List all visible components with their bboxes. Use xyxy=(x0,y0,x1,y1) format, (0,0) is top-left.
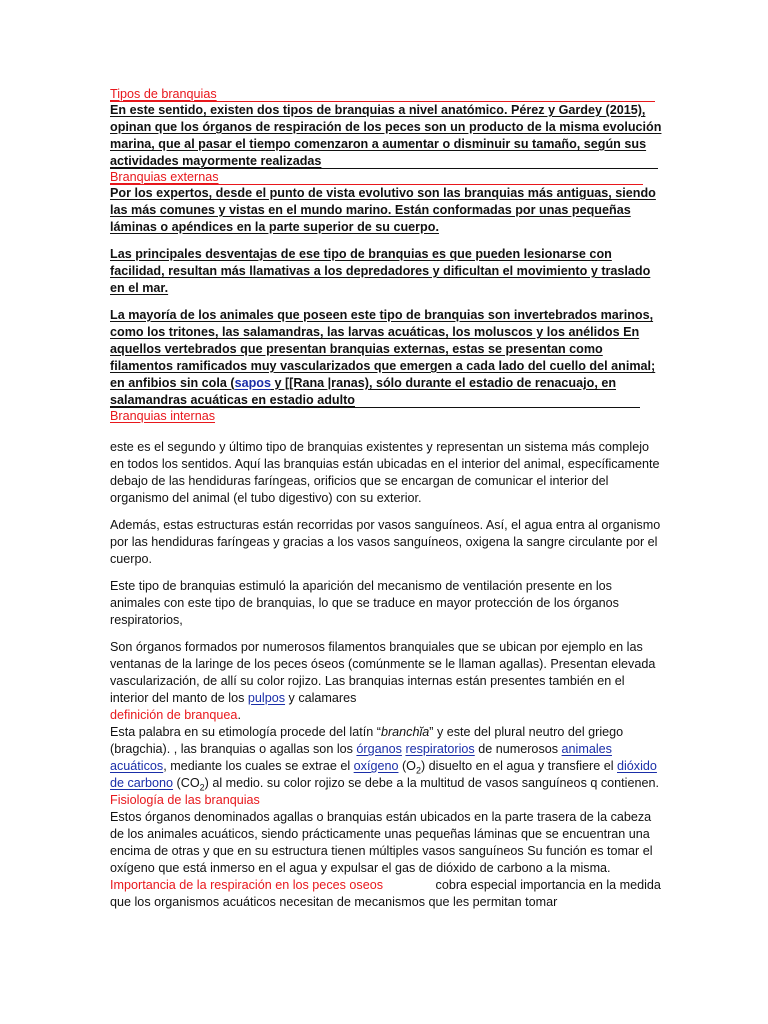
link-sapos[interactable]: sapos xyxy=(234,376,271,390)
section-definicion xyxy=(110,707,662,792)
link-respiratorios[interactable]: respiratorios xyxy=(405,742,475,756)
heading-branquias-internas: Branquias internas xyxy=(110,409,216,423)
text: Esta palabra en su etimología procede del latín “ xyxy=(110,725,381,739)
text: (CO xyxy=(173,776,200,790)
paragraph-tipos: En este sentido, existen dos tipos de branquias a nivel anatómico. Pérez y Gardey (2015), opinan que los órganos de respiración de los peces son un producto de la misma evolución marina, que al pasar el tiempo comenzaron a aumentar o disminuir su tamaño, según sus actividades mayormente realizadas xyxy=(110,103,662,168)
link-pulpos[interactable]: pulpos xyxy=(247,691,286,705)
section-externas xyxy=(110,169,662,408)
section-internas xyxy=(110,408,662,707)
section-importancia xyxy=(110,877,662,911)
heading-importancia: Importancia de la respiración en los peces oseos xyxy=(110,878,384,892)
link-oxigeno[interactable]: oxígeno xyxy=(353,759,399,773)
heading-branquias-externas: Branquias externas xyxy=(110,170,219,184)
section-tipos xyxy=(110,86,662,169)
link-animales-acuaticos[interactable]: animales acuáticos xyxy=(110,742,612,773)
heading-text: definición de branquea xyxy=(110,708,238,722)
italic-term: branchĭa xyxy=(380,725,430,739)
subscript: 2 xyxy=(415,765,421,776)
text: de numerosos xyxy=(474,742,562,756)
text: ) disuelto en el agua y transfiere el xyxy=(420,759,617,773)
link-dioxido-de-carbono[interactable]: dióxido de carbono xyxy=(110,759,657,790)
paragraph-internas-2: Además, estas estructuras están recorridas por vasos sanguíneos. Así, el agua entra al organismo por las hendiduras faríngeas y gracias a los vasos sanguíneos, oxigena la sangre circulante por el cuerpo. xyxy=(110,518,661,566)
paragraph-internas-1: este es el segundo y último tipo de branquias existentes y representan un sistema más complejo en todos los sentidos. Aquí las branquias están ubicadas en el interior del animal, específicamente debajo de las hendiduras faríngeas, orificios que se encargan de comunicar el interior del organismo del animal (el tubo digestivo) con su exterior. xyxy=(110,440,660,505)
paragraph-text: y [[Rana |ranas), sólo durante el estadio de renacuajo, en salamandras acuáticas en estadio adulto xyxy=(110,376,617,407)
paragraph-definicion xyxy=(110,724,662,792)
subscript: 2 xyxy=(199,782,205,793)
heading-fisiologia: Fisiología de las branquias xyxy=(110,793,260,807)
paragraph-internas-4 xyxy=(110,639,662,707)
paragraph-text: La mayoría de los animales que poseen este tipo de branquias son invertebrados marinos, como los tritones, las salamandras, las larvas acuáticas, los moluscos y los anélidos En aquellos vertebrados que presentan branquias externas, estas se presentan como filamentos ramificados muy vascularizados que emergen a cada lado del cuello del animal; en anfibios sin cola ( xyxy=(110,308,656,390)
paragraph-internas-3: Este tipo de branquias estimuló la aparición del mecanismo de ventilación presente en los animales con este tipo de branquias, lo que se traduce en mayor protección de los órganos respiratorios, xyxy=(110,579,619,627)
text: (O xyxy=(398,759,416,773)
heading-tipos-de-branquias: Tipos de branquias xyxy=(110,87,217,101)
text: ” y este del plural neutro del griego (bragchia). , las branquias o agallas son los xyxy=(110,725,624,756)
link-organos[interactable]: órganos xyxy=(356,742,402,756)
paragraph-fisiologia: Estos órganos denominados agallas o branquias están ubicados en la parte trasera de la cabeza de los animales acuáticos, siendo prácticamente unas pequeñas láminas que se encuentran una encima de otras y que en su estructura tienen múltiples vasos sanguíneos Su función es tomar el oxígeno que está inmerso en el agua y expulsar el gas de dióxido de carbono a la misma. xyxy=(110,810,653,875)
paragraph-externas-2: Las principales desventajas de ese tipo de branquias es que pueden lesionarse con facilidad, resultan más llamativas a los depredadores y dificultan el movimiento y traslado en el mar. xyxy=(110,247,651,295)
paragraph-text: Son órganos formados por numerosos filamentos branquiales que se ubican por ejemplo en las ventanas de la laringe de los peces óseos (comúnmente se le llaman agallas). Presentan elevada vascularización, de allí su color rojizo. Las branquias internas están presentes también en el interior del manto de los xyxy=(110,640,656,705)
document-page xyxy=(110,86,662,911)
section-fisiologia xyxy=(110,792,662,877)
paragraph-text: cobra especial importancia en la medida que los organismos acuáticos necesitan de mecanismos que les permitan tomar xyxy=(110,878,661,909)
paragraph-importancia xyxy=(110,877,662,911)
text: , mediante los cuales se extrae el xyxy=(163,759,354,773)
heading-definicion xyxy=(110,707,662,724)
heading-period: . xyxy=(237,708,241,722)
paragraph-externas-1: Por los expertos, desde el punto de vista evolutivo son las branquias más antiguas, siendo las más comunes y vistas en el mundo marino. Están conformadas por unas pequeñas láminas o apéndices en la parte superior de su cuerpo. xyxy=(110,186,656,234)
paragraph-text: y calamares xyxy=(285,691,357,705)
paragraph-externas-3 xyxy=(110,307,662,409)
text: ) al medio. su color rojizo se debe a la multitud de vasos sanguíneos q contienen. xyxy=(204,776,659,790)
